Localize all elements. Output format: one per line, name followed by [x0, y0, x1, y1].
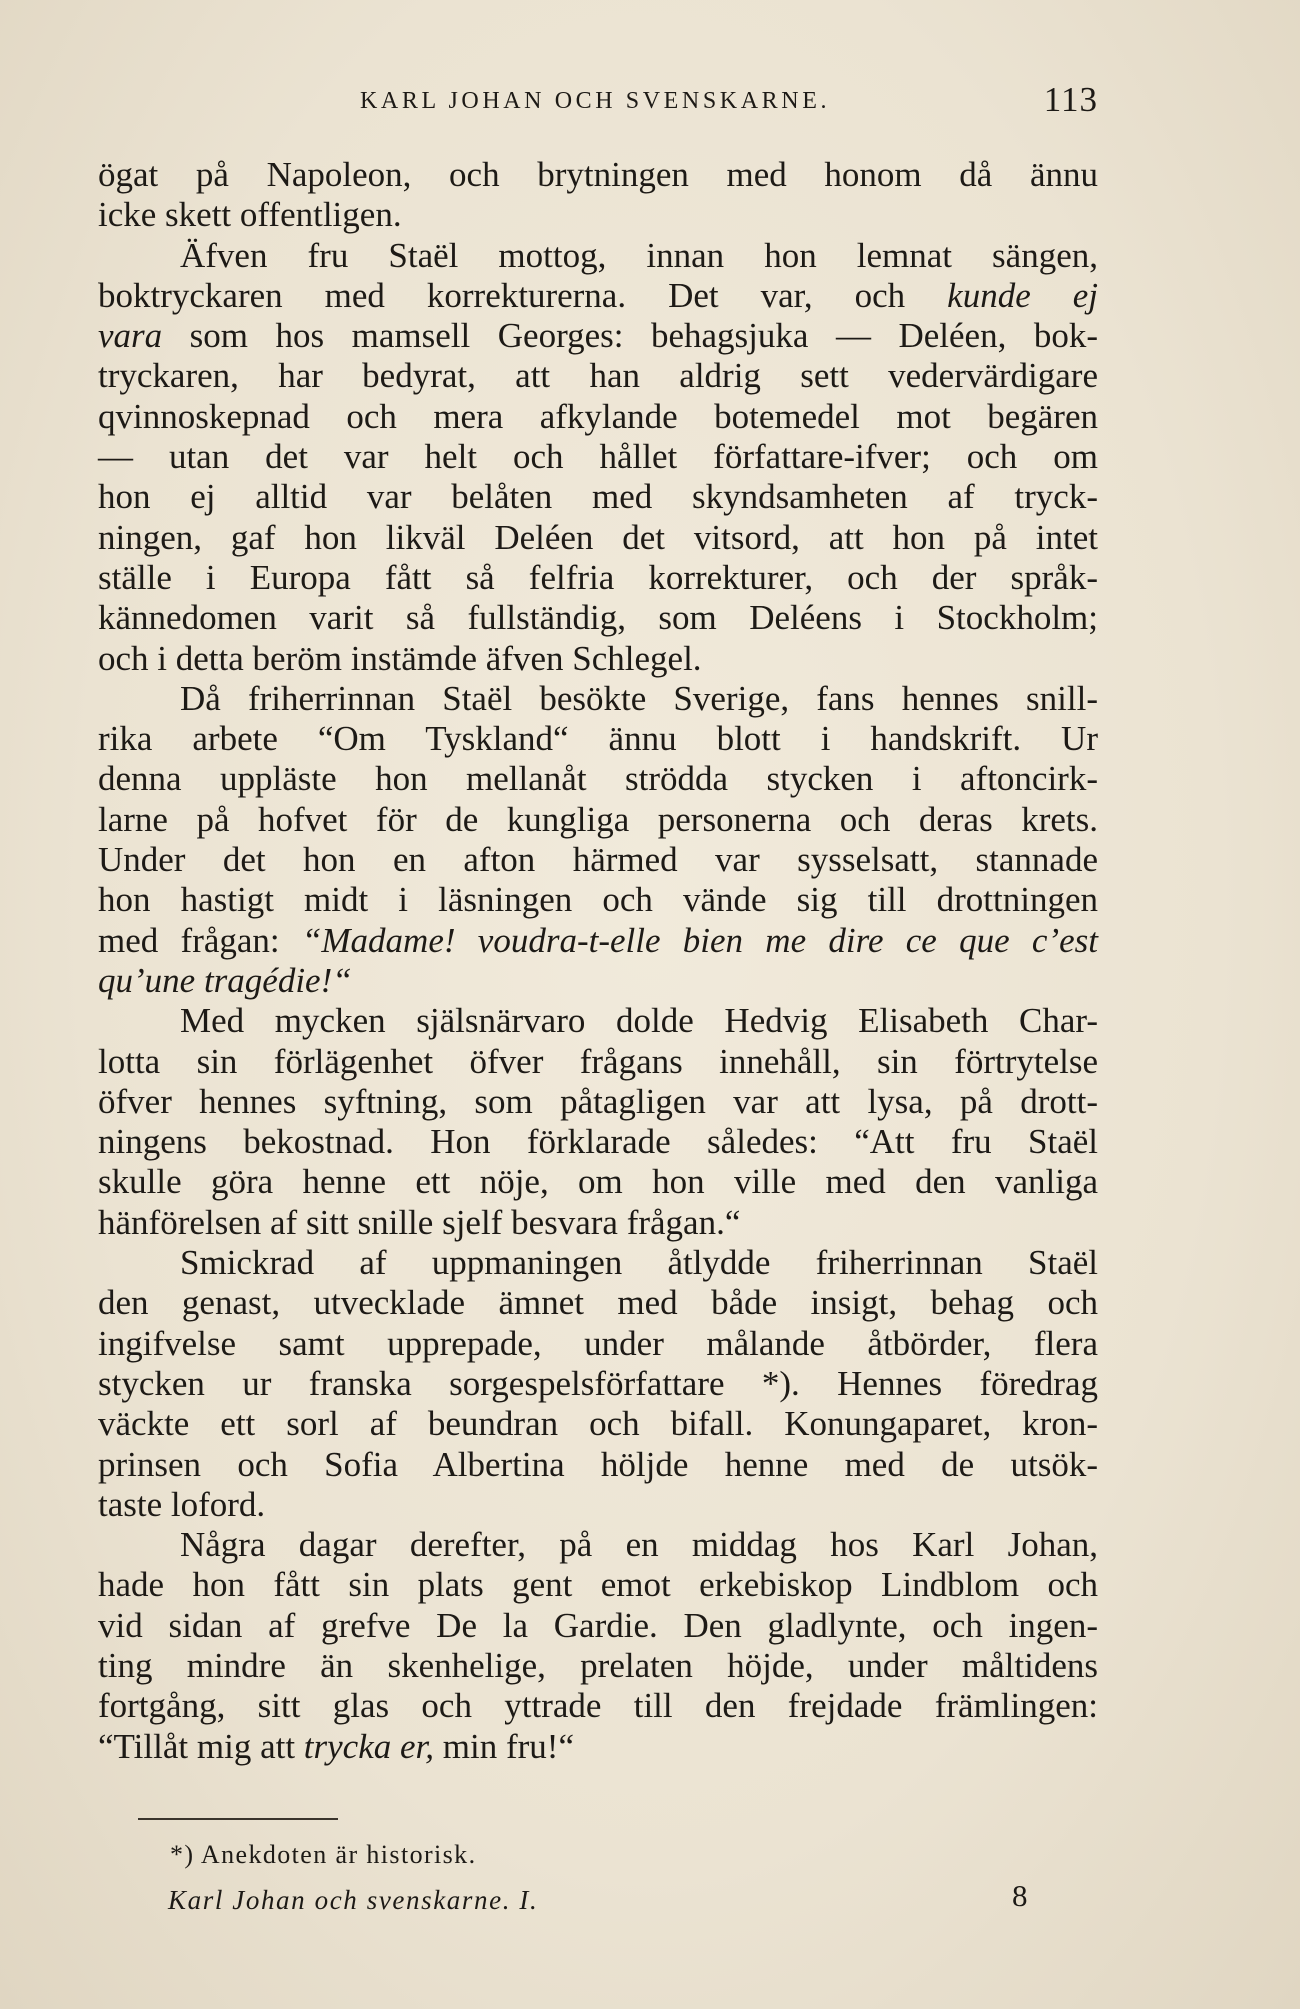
text-segment: som hos mamsell Georges: behagsjuka — Deléen, bok- [189, 316, 1098, 356]
text-line: lotta sin förlägenhet öfver frågans innehåll, sin förtrytelse [98, 1041, 1098, 1081]
text-line: Då friherrinnan Staël besökte Sverige, fans hennes snill- [180, 678, 1098, 718]
text-line: öfver hennes syftning, som påtagligen var att lysa, på drott- [98, 1081, 1098, 1121]
text-line: qvinnoskepnad och mera afkylande botemedel mot begären [98, 396, 1098, 436]
text-line: och i detta beröm instämde äfven Schlegel. [98, 638, 702, 678]
signature-number: 8 [1012, 1878, 1028, 1913]
page-number: 113 [1043, 80, 1098, 119]
text-line [98, 276, 1098, 316]
text-line: prinsen och Sofia Albertina höljde henne med de utsök- [98, 1444, 1098, 1484]
text-line: skulle göra henne ett nöje, om hon ville med den vanliga [98, 1162, 1098, 1202]
text-line: taste loford. [98, 1484, 266, 1524]
text-line: Några dagar derefter, på en middag hos Karl Johan, [180, 1525, 1098, 1565]
text-line [98, 1727, 1098, 1767]
text-line: ställe i Europa fått så felfria korrekturer, och der språk- [98, 557, 1098, 597]
text-line: Smickrad af uppmaningen åtlydde friherrinnan Staël [180, 1243, 1098, 1283]
text-segment: “Tillåt mig att [98, 1726, 296, 1766]
italic-text: kunde ej [947, 275, 1098, 315]
text-line: ningen, gaf hon likväl Deléen det vitsord, att hon på intet [98, 517, 1098, 557]
text-line: vid sidan af grefve De la Gardie. Den gladlynte, och ingen- [98, 1605, 1098, 1645]
text-line: väckte ett sorl af beundran och bifall. Konungaparet, kron- [98, 1404, 1098, 1444]
text-line: hade hon fått sin plats gent emot erkebiskop Lindblom och [98, 1565, 1098, 1605]
text-line: Med mycken själsnärvaro dolde Hedvig Elisabeth Char- [180, 1001, 1098, 1041]
text-line: den genast, utvecklade ämnet med både insigt, behag och [98, 1283, 1098, 1323]
text-line: ögat på Napoleon, och brytningen med honom då ännu [98, 155, 1098, 194]
text-line: hon hastigt midt i läsningen och vände sig till drottningen [98, 880, 1098, 920]
text-line: tryckaren, har bedyrat, att han aldrig sett vedervärdigare [98, 356, 1098, 396]
text-line: rika arbete “Om Tyskland“ ännu blott i handskrift. Ur [98, 719, 1098, 759]
running-head: KARL JOHAN OCH SVENSKARNE. [360, 88, 831, 114]
italic-text: vara [98, 316, 163, 356]
text-segment: med frågan: [98, 920, 280, 960]
text-line: ting mindre än skenhelige, prelaten höjde, under måltidens [98, 1645, 1098, 1685]
text-segment: min fru!“ [442, 1726, 574, 1766]
italic-text: “Madame! voudra-t-elle bien me dire ce que c’est [301, 920, 1098, 960]
text-segment: boktryckaren med korrekturerna. Det var, och [98, 275, 906, 315]
text-line: Äfven fru Staël mottog, innan hon lemnat sängen, [180, 235, 1098, 275]
footnote-rule [138, 1818, 338, 1820]
text-line: fortgång, sitt glas och yttrade till den frejdade främlingen: [98, 1686, 1098, 1726]
text-line: stycken ur franska sorgespelsförfattare *). Hennes föredrag [98, 1363, 1098, 1403]
footnote: *) Anekdoten är historisk. [170, 1840, 477, 1869]
text-line [98, 316, 1098, 356]
text-line: ningens bekostnad. Hon förklarade således: “Att fru Staël [98, 1122, 1098, 1162]
text-line: ingifvelse samt upprepade, under målande åtbörder, flera [98, 1323, 1098, 1363]
text-line: — utan det var helt och hållet författare-ifver; och om [98, 437, 1098, 477]
text-line: larne på hofvet för de kungliga personerna och deras krets. [98, 799, 1098, 839]
text-line: hon ej alltid var belåten med skyndsamheten af tryck- [98, 477, 1098, 517]
body-text [98, 155, 1098, 1767]
signature-mark: Karl Johan och svenskarne. I. [168, 1885, 539, 1915]
text-line: Under det hon en afton härmed var sysselsatt, stannade [98, 840, 1098, 880]
page-header [98, 80, 1098, 130]
text-line: denna uppläste hon mellanåt strödda stycken i aftoncirk- [98, 759, 1098, 799]
text-line: hänförelsen af sitt snille sjelf besvara frågan.“ [98, 1202, 741, 1242]
text-line: icke skett offentligen. [98, 195, 402, 235]
text-line [98, 961, 1098, 1001]
italic-text: trycka er, [303, 1726, 435, 1766]
text-line: kännedomen varit så fullständig, som Deléens i Stockholm; [98, 598, 1098, 638]
text-line [98, 921, 1098, 961]
italic-text: qu’une tragédie!“ [98, 960, 352, 1000]
